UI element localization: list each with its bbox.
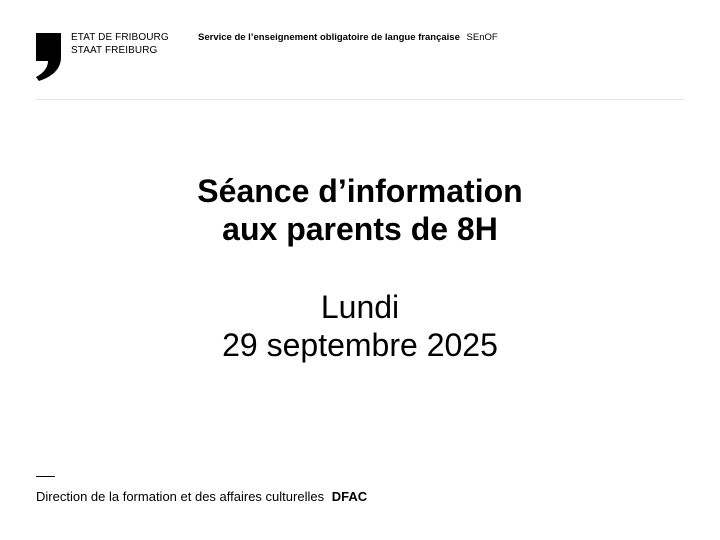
slide-title (0, 172, 720, 248)
footer-dash (36, 476, 55, 477)
service-abbreviation: SEnOF (466, 32, 498, 43)
footer-direction (36, 489, 367, 505)
slide-date (0, 288, 720, 364)
direction-name: Direction de la formation et des affaires culturelles (36, 489, 325, 504)
title-line-2: aux parents de 8H (222, 211, 498, 247)
service-header (198, 31, 498, 44)
header-divider (36, 99, 684, 100)
title-line-1: Séance d’information (197, 173, 523, 209)
comma-logo-icon (36, 33, 62, 81)
service-name: Service de l’enseignement obligatoire de langue française (198, 32, 460, 43)
date-full: 29 septembre 2025 (222, 327, 498, 363)
org-name-french: ETAT DE FRIBOURG (71, 32, 169, 43)
date-weekday: Lundi (320, 289, 400, 325)
org-name-german: STAAT FREIBURG (71, 45, 158, 56)
organization-name (71, 31, 169, 57)
direction-abbreviation: DFAC (331, 489, 368, 504)
